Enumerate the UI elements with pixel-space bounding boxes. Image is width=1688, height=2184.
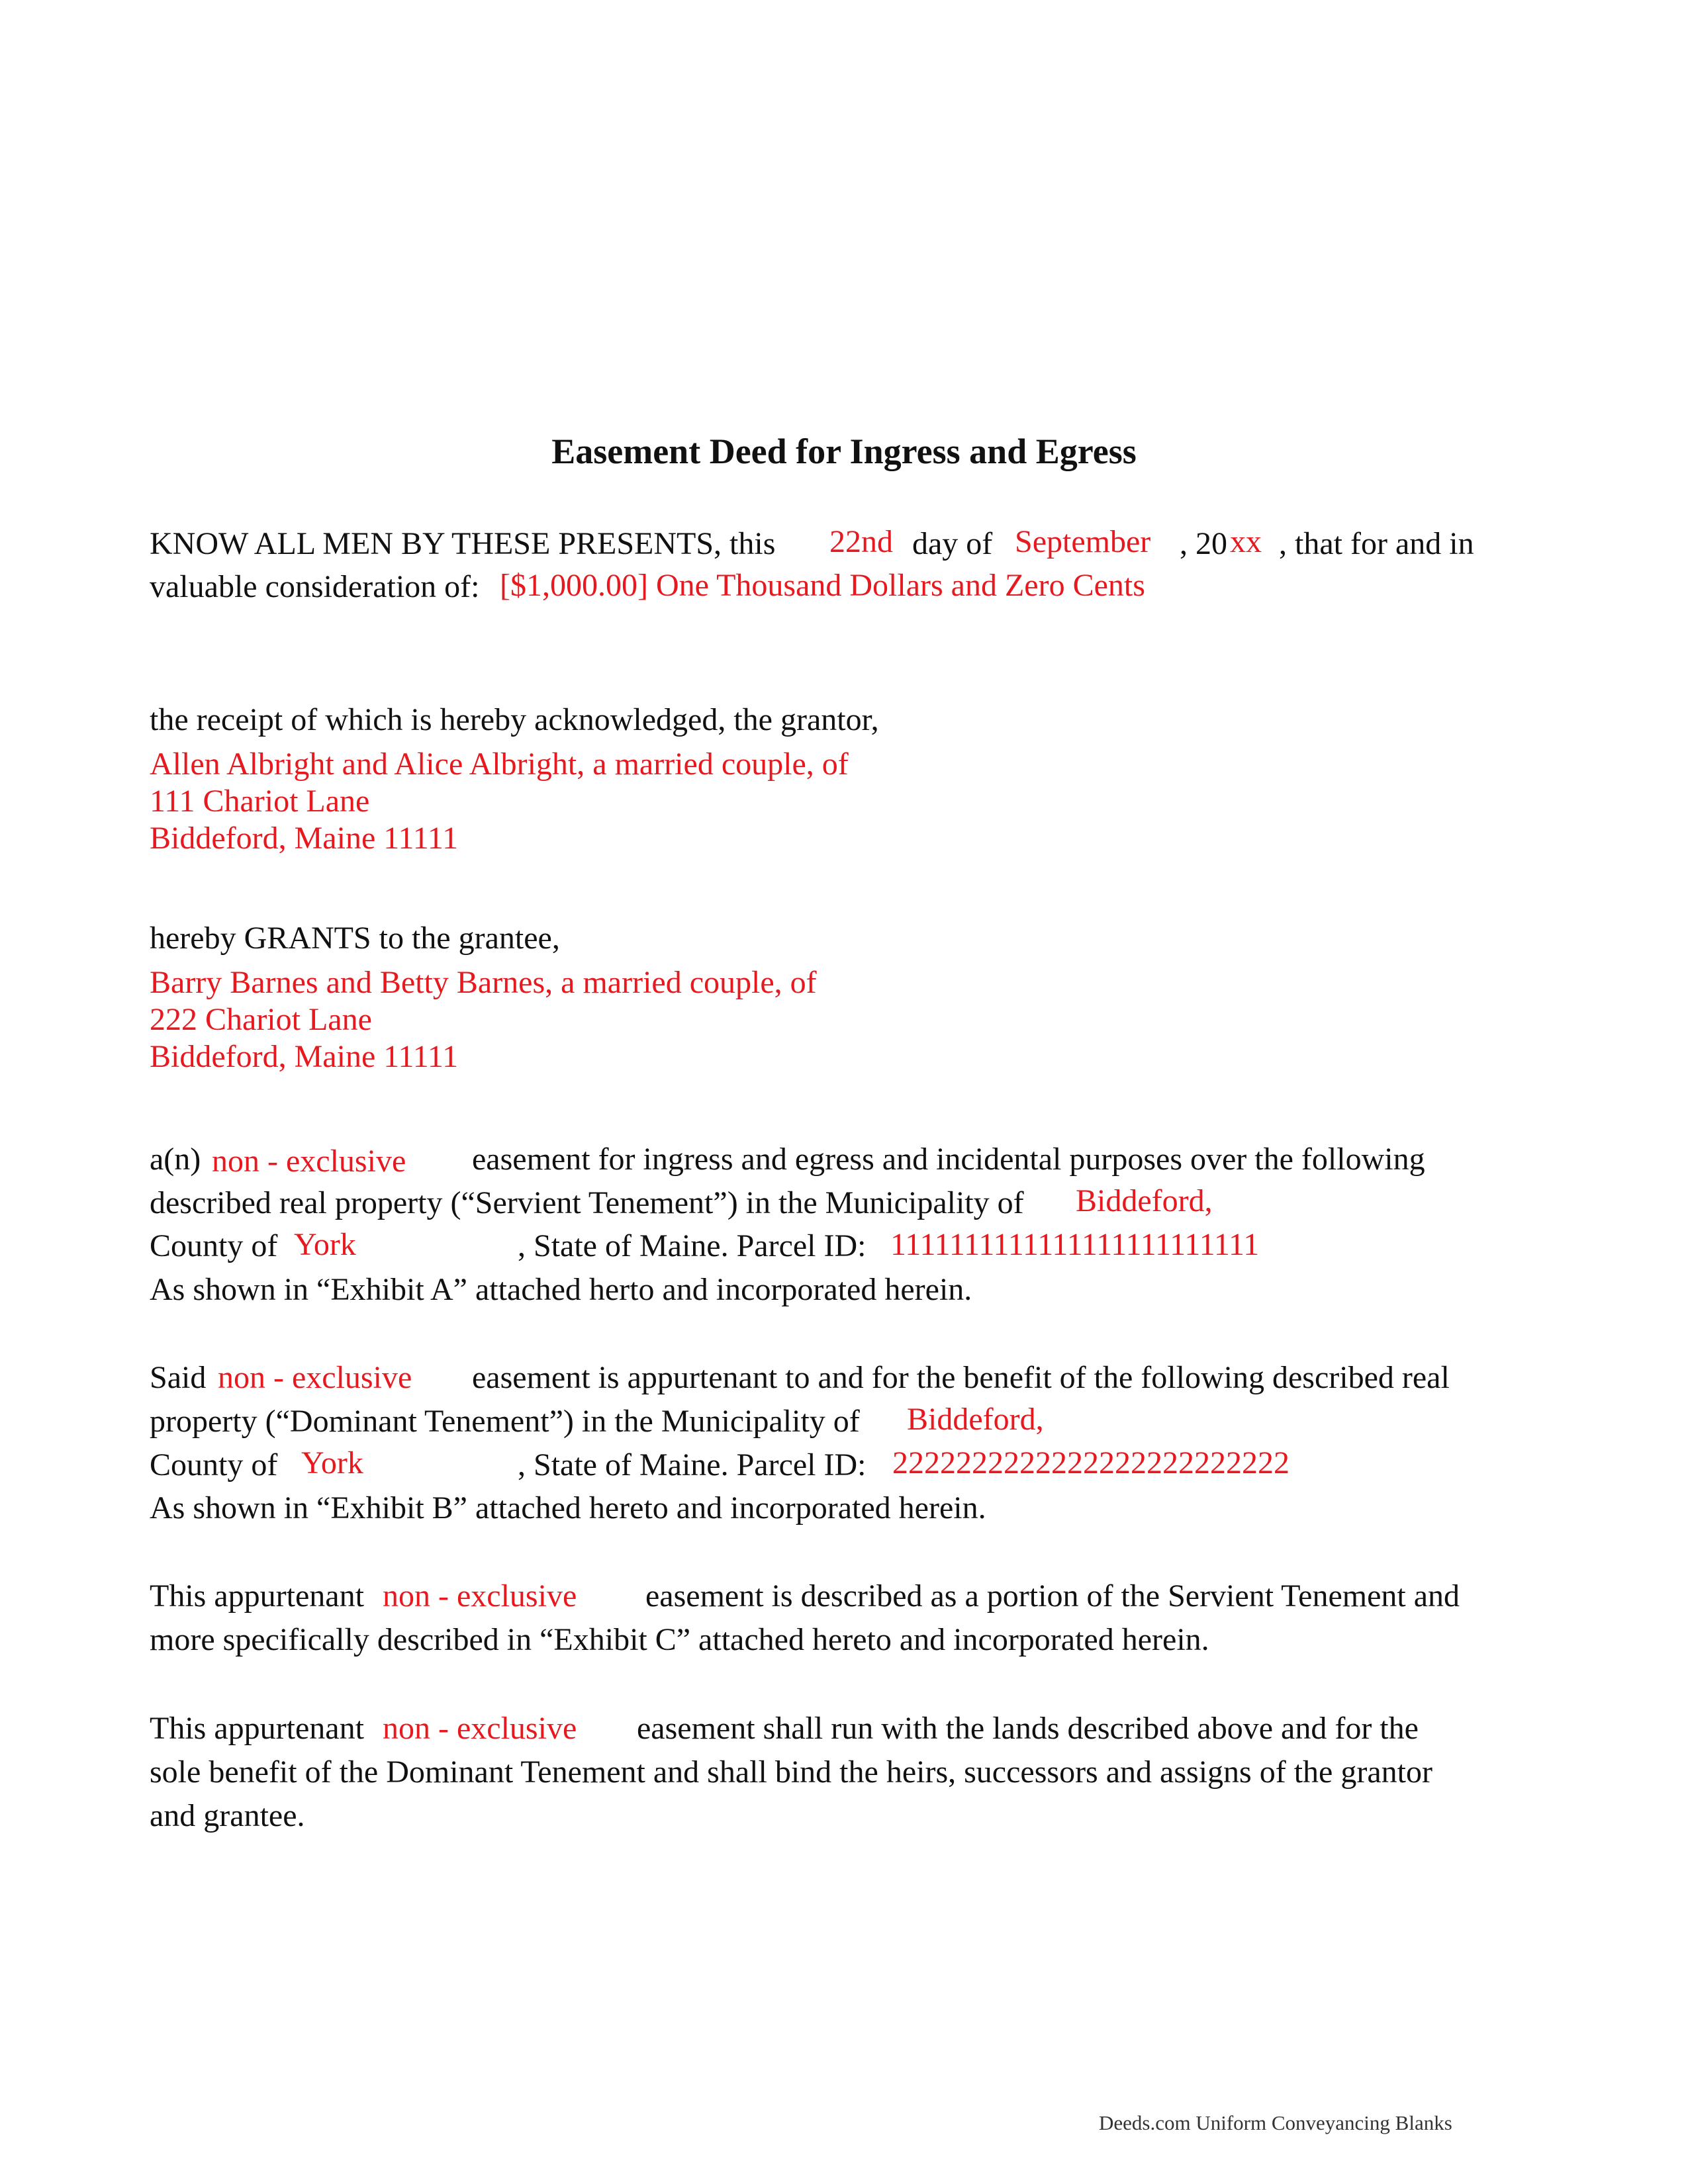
servient-line1: easement for ingress and egress and incidental purposes over the following: [472, 1142, 1425, 1177]
intro-day-of: day of: [912, 526, 993, 561]
grantee-name: Barry Barnes and Betty Barnes, a married couple, of: [150, 965, 817, 1000]
grantor-city: Biddeford, Maine 11111: [150, 821, 459, 856]
servient-exhibit: As shown in “Exhibit A” attached herto and incorporated herein.: [150, 1272, 972, 1307]
servient-county: York: [294, 1227, 356, 1262]
grantor-receipt: the receipt of which is hereby acknowledged, the grantor,: [150, 702, 879, 737]
servient-parcel-id: 1111111111111111111111111: [890, 1227, 1260, 1262]
grantee-street: 222 Chariot Lane: [150, 1002, 372, 1037]
intro-that-for: , that for and in: [1279, 526, 1474, 561]
dominant-county-label: County of: [150, 1447, 278, 1482]
dominant-exhibit: As shown in “Exhibit B” attached hereto and incorporated herein.: [150, 1490, 986, 1525]
dominant-county: York: [301, 1445, 363, 1480]
intro-day: 22nd: [829, 524, 893, 559]
described-line2: more specifically described in “Exhibit C” attached hereto and incorporated herein.: [150, 1622, 1209, 1657]
grantor-street: 111 Chariot Lane: [150, 784, 370, 819]
dominant-said: Said: [150, 1360, 207, 1395]
intro-month: September: [1015, 524, 1151, 559]
runs-type: non - exclusive: [383, 1711, 577, 1746]
footer-credit: Deeds.com Uniform Conveyancing Blanks: [1099, 2111, 1452, 2134]
servient-state: , State of Maine. Parcel ID:: [518, 1228, 867, 1263]
document-title: Easement Deed for Ingress and Egress: [551, 432, 1137, 471]
servient-county-label: County of: [150, 1228, 278, 1263]
intro-valuable: valuable consideration of:: [150, 569, 480, 604]
described-type: non - exclusive: [383, 1578, 577, 1614]
servient-type: non - exclusive: [212, 1144, 406, 1179]
dominant-line2: property (“Dominant Tenement”) in the Municipality of: [150, 1404, 860, 1439]
dominant-line1: easement is appurtenant to and for the benefit of the following described real: [472, 1360, 1450, 1395]
servient-municipality: Biddeford,: [1076, 1183, 1213, 1218]
intro-year-suffix: xx: [1230, 524, 1262, 559]
runs-prefix: This appurtenant: [150, 1711, 364, 1746]
dominant-municipality: Biddeford,: [907, 1402, 1044, 1437]
grantee-grants: hereby GRANTS to the grantee,: [150, 921, 560, 956]
runs-line3: and grantee.: [150, 1798, 305, 1833]
dominant-type: non - exclusive: [218, 1360, 412, 1395]
dominant-state: , State of Maine. Parcel ID:: [518, 1447, 867, 1482]
runs-line2: sole benefit of the Dominant Tenement and shall bind the heirs, successors and assigns of the grantor: [150, 1754, 1432, 1790]
consideration-amount: [$1,000.00] One Thousand Dollars and Zero Cents: [500, 568, 1145, 603]
servient-an: a(n): [150, 1142, 201, 1177]
servient-line2: described real property (“Servient Tenement”) in the Municipality of: [150, 1185, 1024, 1220]
described-line1: easement is described as a portion of the Servient Tenement and: [645, 1578, 1460, 1614]
described-prefix: This appurtenant: [150, 1578, 364, 1614]
dominant-parcel-id: 2222222222222222222222222: [892, 1445, 1289, 1480]
grantor-name: Allen Albright and Alice Albright, a married couple, of: [150, 747, 849, 782]
intro-know-all: KNOW ALL MEN BY THESE PRESENTS, this: [150, 526, 776, 561]
runs-line1: easement shall run with the lands described above and for the: [637, 1711, 1419, 1746]
intro-year-prefix: , 20: [1180, 526, 1227, 561]
grantee-city: Biddeford, Maine 11111: [150, 1039, 459, 1074]
